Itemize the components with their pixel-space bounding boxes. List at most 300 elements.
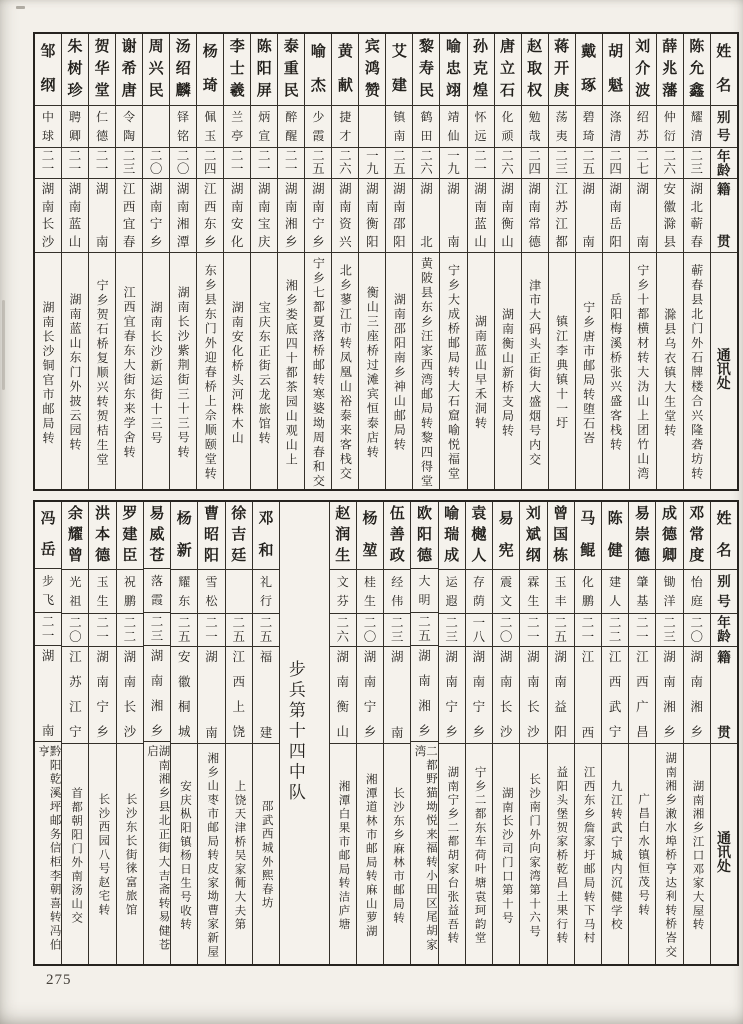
person-address-text: 江西东乡詹家圩邮局转下马村	[582, 765, 595, 946]
person-age: 二 三	[384, 614, 410, 647]
person-age: 二 〇	[62, 614, 88, 647]
person-origin: 湖 南 长 沙	[520, 647, 546, 744]
person-address-text: 镇江李典镇十一圩	[554, 315, 569, 431]
person-age: 二 三	[439, 614, 465, 647]
person-age: 二 〇	[684, 614, 710, 647]
person-column	[574, 502, 601, 964]
header-address-label: 通 讯 处	[716, 349, 731, 392]
person-address	[413, 253, 439, 489]
person-address	[330, 744, 356, 964]
person-alias: 落 霞	[144, 569, 170, 613]
person-column	[196, 34, 223, 489]
person-address	[657, 253, 683, 489]
person-column	[383, 502, 410, 964]
person-age: 二 一	[89, 614, 115, 647]
person-address	[522, 253, 548, 489]
person-address-text: 湖南长沙铜官市邮局转	[41, 300, 56, 446]
person-name: 易 宪	[493, 502, 519, 570]
person-column	[88, 34, 115, 489]
person-address	[62, 253, 88, 489]
person-column	[169, 34, 196, 489]
person-origin: 湖 南 长 沙	[117, 647, 143, 744]
person-origin: 湖 南 益 阳	[548, 647, 574, 744]
person-name: 成 德 卿	[656, 502, 682, 570]
person-column	[628, 502, 655, 964]
person-address	[384, 744, 410, 964]
person-origin: 江 西	[575, 647, 601, 744]
person-origin: 湖 南 衡 阳	[359, 179, 385, 253]
person-origin: 湖 南	[576, 179, 602, 253]
person-alias: 荡 夷	[549, 106, 575, 148]
person-alias: 勉 哉	[522, 106, 548, 148]
person-column	[575, 34, 602, 489]
person-column	[492, 502, 519, 964]
person-alias: 玉 生	[89, 570, 115, 614]
header-name-label: 姓 名	[711, 34, 737, 106]
person-column	[410, 502, 437, 964]
person-address-text: 上饶天津桥吴家衕大夫第	[233, 779, 246, 932]
person-alias: 醉 醒	[278, 106, 304, 148]
person-address	[35, 253, 61, 489]
person-age: 二 二	[117, 614, 143, 647]
person-column	[547, 502, 574, 964]
person-address-text: 黔阳乾溪坪邮务信柜李朝喜转冯伯亨	[37, 745, 61, 953]
person-address-text: 湖南湘乡潄水埠桥亨达利转桥峇交	[664, 752, 677, 959]
person-alias: 运 遐	[439, 570, 465, 614]
person-age: 二 一	[520, 614, 546, 647]
person-alias: 聘 卿	[62, 106, 88, 148]
person-age: 二 六	[495, 148, 521, 179]
person-alias	[226, 570, 252, 614]
header-age-label: 年 龄	[711, 614, 737, 647]
person-column	[116, 502, 143, 964]
person-address-text: 湖南蓝山早禾洞转	[473, 315, 488, 431]
person-column	[602, 34, 629, 489]
person-address-text: 岳阳梅溪桥张兴盛客栈转	[608, 293, 623, 453]
person-column	[358, 34, 385, 489]
person-name: 黄 献	[332, 34, 358, 106]
roster-table-top	[33, 32, 739, 491]
scan-artifact	[2, 300, 5, 390]
person-alias: 绍 苏	[630, 106, 656, 148]
person-alias: 桂 生	[357, 570, 383, 614]
person-name: 陈 允 鑫	[684, 34, 710, 106]
person-name: 喻 杰	[305, 34, 331, 106]
person-address	[468, 253, 494, 489]
person-alias: 涤 清	[603, 106, 629, 148]
person-address-text: 湖南宁乡二都胡家台张益吾转	[446, 765, 459, 946]
person-age: 二 〇	[170, 148, 196, 179]
person-origin: 安 徽 滁 县	[657, 179, 683, 253]
header-alias-label: 别 号	[711, 106, 737, 148]
person-age: 二 三	[144, 613, 170, 646]
person-name: 李 士 羲	[224, 34, 250, 106]
person-address	[439, 744, 465, 964]
person-address	[197, 253, 223, 489]
person-name: 喻 瑞 成	[439, 502, 465, 570]
person-name: 杨 琦	[197, 34, 223, 106]
person-age: 二 六	[657, 148, 683, 179]
person-age: 一 八	[466, 614, 492, 647]
person-address-text: 宁乡贺石桥复顺兴转贺桔生堂	[95, 278, 110, 468]
person-alias: 鹤 田	[413, 106, 439, 148]
person-alias: 存 荫	[466, 570, 492, 614]
person-column	[329, 502, 356, 964]
person-name: 喻 忠 翊	[440, 34, 466, 106]
person-address-text: 湖南衡山新桥支局转	[500, 307, 515, 439]
person-origin: 湖 南 衡 山	[330, 647, 356, 744]
person-age: 一 九	[359, 148, 385, 179]
person-alias: 仁 德	[89, 106, 115, 148]
header-origin-label: 籍 贯	[711, 179, 737, 253]
person-age: 二 〇	[493, 614, 519, 647]
person-origin: 湖 南 邵 阳	[386, 179, 412, 253]
person-address	[278, 253, 304, 489]
person-origin: 湖 南 湘 乡	[684, 647, 710, 744]
person-column	[115, 34, 142, 489]
section-divider-label: 步兵第十四中队	[285, 660, 305, 804]
person-alias	[143, 106, 169, 148]
person-name: 邓 和	[253, 502, 279, 570]
person-alias: 少 霞	[305, 106, 331, 148]
person-name: 陈 阳 屏	[251, 34, 277, 106]
person-age: 二 五	[171, 614, 197, 647]
person-age: 二 四	[522, 148, 548, 179]
person-alias: 令 陶	[116, 106, 142, 148]
person-address	[549, 253, 575, 489]
person-name: 泰 重 民	[278, 34, 304, 106]
person-address-text: 安庆枞阳镇杨日生号收转	[179, 779, 192, 932]
person-alias: 铎 铭	[170, 106, 196, 148]
person-column	[61, 502, 88, 964]
person-alias: 中 球	[35, 106, 61, 148]
person-name: 朱 树 珍	[62, 34, 88, 106]
person-origin: 湖 南	[198, 647, 224, 744]
person-alias: 步 飞	[35, 569, 61, 613]
person-age: 二 四	[197, 148, 223, 179]
person-age: 二 五	[576, 148, 602, 179]
person-column	[412, 34, 439, 489]
person-address-text: 蕲春县北门外石牌楼合兴隆砻坊转	[689, 264, 704, 482]
person-alias: 靖 仙	[440, 106, 466, 148]
person-origin: 湖 南	[35, 646, 61, 742]
person-column	[521, 34, 548, 489]
person-address-text: 二都野猫坳悦来福转小田区尾胡家湾	[413, 745, 437, 953]
person-name: 赵 润 生	[330, 502, 356, 570]
person-name: 邓 常 度	[684, 502, 710, 570]
person-alias: 仲 衍	[657, 106, 683, 148]
person-address	[359, 253, 385, 489]
person-alias: 祝 鹏	[117, 570, 143, 614]
person-address	[520, 744, 546, 964]
person-age: 二 五	[305, 148, 331, 179]
person-address	[411, 742, 437, 964]
person-address	[170, 253, 196, 489]
header-alias-label: 别 号	[711, 570, 737, 614]
person-address-text: 宝庆东正街云龙旅馆转	[257, 300, 272, 446]
person-address-text: 长沙西园八号赵宅转	[97, 793, 110, 918]
person-name: 袁 樾 人	[466, 502, 492, 570]
person-origin: 湖 南 宝 庆	[251, 179, 277, 253]
person-address	[143, 253, 169, 489]
person-origin: 江 西 上 饶	[226, 647, 252, 744]
person-age: 一 九	[440, 148, 466, 179]
person-origin: 湖 南 湘 乡	[144, 646, 170, 742]
person-column	[683, 34, 710, 489]
person-alias: 震 文	[493, 570, 519, 614]
person-address	[493, 744, 519, 964]
person-address-text: 湖南安化桥头河株木山	[230, 300, 245, 446]
person-address-text: 九江转武宁城内沉健学校	[609, 779, 622, 932]
person-origin: 湖 南 湘 乡	[411, 646, 437, 742]
person-address-text: 长沙南门外向家湾第十六号	[528, 772, 541, 939]
person-alias: 玉 丰	[548, 570, 574, 614]
person-age: 二 一	[89, 148, 115, 179]
person-address	[575, 744, 601, 964]
person-name: 戴 琢	[576, 34, 602, 106]
person-alias: 文 芬	[330, 570, 356, 614]
person-age: 二 五	[226, 614, 252, 647]
person-address	[89, 744, 115, 964]
person-column	[304, 34, 331, 489]
person-name: 胡 魁	[603, 34, 629, 106]
person-age: 二 一	[278, 148, 304, 179]
person-address	[144, 742, 170, 964]
person-age: 二 六	[332, 148, 358, 179]
person-origin: 湖 南 蓝 山	[468, 179, 494, 253]
header-address-label: 通 讯 处	[717, 832, 732, 875]
header-column	[710, 34, 737, 489]
person-origin: 湖 南 衡 山	[495, 179, 521, 253]
person-alias: 光 祖	[62, 570, 88, 614]
person-column	[494, 34, 521, 489]
scan-artifact	[16, 6, 25, 9]
person-age: 二 一	[224, 148, 250, 179]
person-origin: 湖 南 宁 乡	[143, 179, 169, 253]
person-origin: 江 西 广 昌	[629, 647, 655, 744]
person-name: 徐 吉 廷	[226, 502, 252, 570]
person-address	[630, 253, 656, 489]
person-column	[356, 502, 383, 964]
person-name: 冯 岳	[35, 502, 61, 569]
person-origin: 湖 南	[630, 179, 656, 253]
person-address	[386, 253, 412, 489]
person-address-text: 衡山三座桥过滩宾恒泰店转	[365, 286, 380, 460]
person-address-text: 湖南湘乡县北正街大吉斋转易健苍启	[146, 745, 170, 953]
person-name: 艾 建	[386, 34, 412, 106]
person-address-text: 津市大码头正街大盛烟号内交	[527, 278, 542, 468]
person-column	[142, 34, 169, 489]
person-column	[61, 34, 88, 489]
person-age: 二 三	[116, 148, 142, 179]
person-alias: 锄 洋	[656, 570, 682, 614]
person-alias: 化 顽	[495, 106, 521, 148]
person-address	[684, 253, 710, 489]
person-name: 伍 善 政	[384, 502, 410, 570]
person-alias: 兰 亭	[224, 106, 250, 148]
person-address-text: 湖南长沙司门口第十号	[500, 786, 513, 925]
person-address	[357, 744, 383, 964]
person-alias: 化 鹏	[575, 570, 601, 614]
person-alias: 肇 基	[629, 570, 655, 614]
person-address-text: 湘潭白果市邮局转洁庐塘	[337, 779, 350, 932]
person-name: 贺 华 堂	[89, 34, 115, 106]
person-age: 二 一	[62, 148, 88, 179]
header-name-label: 姓 名	[711, 502, 737, 570]
person-origin: 湖 南 长 沙	[493, 647, 519, 744]
person-age: 二 一	[35, 148, 61, 179]
person-alias: 镇 南	[386, 106, 412, 148]
person-column	[225, 502, 252, 964]
person-address	[198, 744, 224, 964]
person-age: 二 五	[386, 148, 412, 179]
person-column	[197, 502, 224, 964]
person-address	[602, 744, 628, 964]
person-origin: 湖 南 宁 乡	[89, 647, 115, 744]
person-address-text: 湖南邵阳南乡神山邮局转	[392, 293, 407, 453]
person-name: 周 兴 民	[143, 34, 169, 106]
person-column	[601, 502, 628, 964]
person-column	[655, 502, 682, 964]
person-column	[683, 502, 710, 964]
person-origin: 湖 南	[384, 647, 410, 744]
person-address-text: 宁乡二都东车荷叶塘袁珂韵堂	[473, 765, 486, 946]
person-column	[35, 34, 61, 489]
person-address-text: 湖南长沙新运街十三号	[149, 300, 164, 446]
person-address-text: 黄陂县东乡汪家西湾邮局转黎四得堂	[419, 257, 434, 489]
person-age: 二 一	[629, 614, 655, 647]
person-origin: 福 建	[253, 647, 279, 744]
person-alias: 佩 玉	[197, 106, 223, 148]
person-column	[385, 34, 412, 489]
person-column	[252, 502, 279, 964]
person-address-text: 宁乡十都横材转大沩山上团竹山湾	[635, 264, 650, 482]
person-age: 二 三	[684, 148, 710, 179]
person-origin: 湖 南 湘 潭	[170, 179, 196, 253]
person-address-text: 湖南湘乡江口邓家大屋转	[691, 779, 704, 932]
person-name: 黎 寿 民	[413, 34, 439, 106]
person-address	[62, 744, 88, 964]
person-address-text: 湘乡娄底四十都茶园山观山上	[284, 278, 299, 468]
person-alias: 霖 生	[520, 570, 546, 614]
person-address	[629, 744, 655, 964]
person-column	[35, 502, 61, 964]
person-alias: 碧 琦	[576, 106, 602, 148]
person-address-text: 湘潭道林市邮局转麻山萝湖	[364, 772, 377, 939]
header-column	[710, 502, 737, 964]
person-name: 余 耀 曾	[62, 502, 88, 570]
person-address	[251, 253, 277, 489]
person-name: 谢 希 唐	[116, 34, 142, 106]
person-origin: 湖 南 长 沙	[35, 179, 61, 253]
person-age: 二 〇	[143, 148, 169, 179]
person-address	[495, 253, 521, 489]
person-alias: 怡 庭	[684, 570, 710, 614]
person-name: 曹 昭 阳	[198, 502, 224, 570]
person-address	[656, 744, 682, 964]
person-name: 曾 国 栋	[548, 502, 574, 570]
person-address-text: 邵武西城外熙春坊	[260, 800, 273, 911]
person-address	[332, 253, 358, 489]
person-address	[466, 744, 492, 964]
person-column	[277, 34, 304, 489]
person-origin: 湖 南 湘 乡	[278, 179, 304, 253]
person-origin: 江 苏 江 宁	[62, 647, 88, 744]
person-address	[224, 253, 250, 489]
person-age: 二 一	[35, 613, 61, 646]
person-age: 二 五	[548, 614, 574, 647]
person-name: 马 鲲	[575, 502, 601, 570]
header-origin-label: 籍 贯	[711, 647, 737, 744]
person-address-text: 长沙东乡麻林市邮局转	[391, 786, 404, 925]
person-name: 赵 取 权	[522, 34, 548, 106]
person-alias: 经 伟	[384, 570, 410, 614]
person-address-text: 湖南长沙紫荆街三十三号转	[176, 286, 191, 460]
person-alias: 礼 行	[253, 570, 279, 614]
person-origin: 湖 南 常 德	[522, 179, 548, 253]
person-age: 二 二	[602, 614, 628, 647]
person-address	[253, 744, 279, 964]
person-address	[89, 253, 115, 489]
page-number: 275	[46, 972, 72, 988]
person-origin: 湖 南 宁 乡	[357, 647, 383, 744]
person-column	[143, 502, 170, 964]
person-column	[629, 34, 656, 489]
person-origin: 湖 南 宁 乡	[305, 179, 331, 253]
person-name: 薛 兆 藩	[657, 34, 683, 106]
person-address	[576, 253, 602, 489]
person-name: 易 崇 德	[629, 502, 655, 570]
person-address	[548, 744, 574, 964]
person-origin: 江 西 宜 春	[116, 179, 142, 253]
person-age: 二 七	[630, 148, 656, 179]
person-origin: 江 西 东 乡	[197, 179, 223, 253]
person-address	[116, 253, 142, 489]
person-origin: 江 西 武 宁	[602, 647, 628, 744]
person-alias: 怀 远	[468, 106, 494, 148]
person-origin: 江 苏 江 都	[549, 179, 575, 253]
person-origin: 安 徽 桐 城	[171, 647, 197, 744]
person-age: 二 五	[411, 613, 437, 646]
person-age: 二 一	[575, 614, 601, 647]
person-age: 二 五	[253, 614, 279, 647]
person-origin: 湖 南 宁 乡	[439, 647, 465, 744]
person-alias: 雪 松	[198, 570, 224, 614]
person-address	[305, 253, 331, 489]
person-name: 唐 立 石	[495, 34, 521, 106]
person-name: 杨 堃	[357, 502, 383, 570]
person-address	[117, 744, 143, 964]
person-origin: 湖 南 湘 乡	[656, 647, 682, 744]
person-name: 邹 纲	[35, 34, 61, 106]
person-column	[88, 502, 115, 964]
person-address-text: 江西宜春东大街东来学舍转	[122, 286, 137, 460]
person-name: 蒋 开 庚	[549, 34, 575, 106]
person-address-text: 益阳头堡贺家桥乾昌土果行转	[555, 765, 568, 946]
person-address	[226, 744, 252, 964]
person-name: 洪 本 德	[89, 502, 115, 570]
person-age: 二 六	[330, 614, 356, 647]
person-address-text: 宁乡唐市邮局转堕石峇	[581, 300, 596, 446]
person-column	[467, 34, 494, 489]
person-address-text: 广昌白水镇恒茂号转	[637, 793, 650, 918]
person-name: 杨 新	[171, 502, 197, 570]
person-column	[439, 34, 466, 489]
person-origin: 湖 南 安 化	[224, 179, 250, 253]
person-age: 二 四	[603, 148, 629, 179]
person-alias: 捷 才	[332, 106, 358, 148]
person-column	[519, 502, 546, 964]
